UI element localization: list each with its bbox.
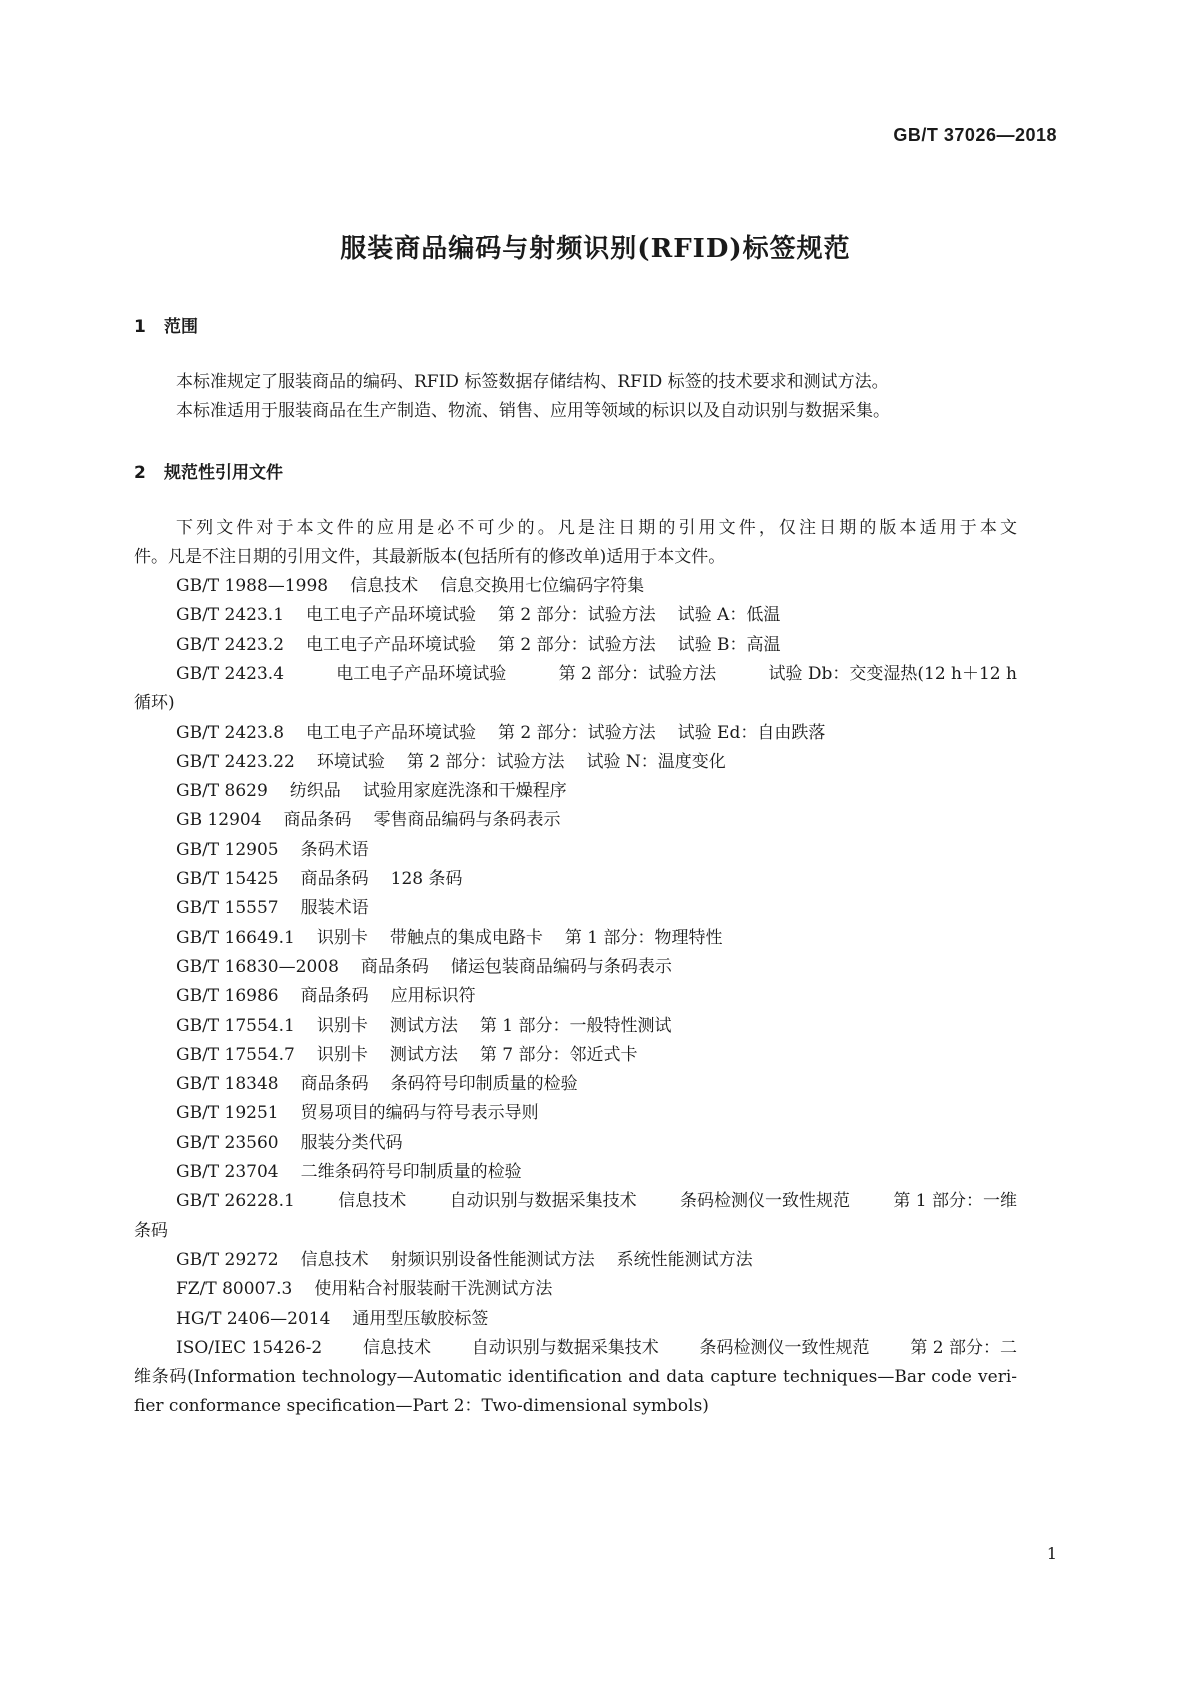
reference-title-part: 测试方法 xyxy=(389,1015,458,1036)
reference-title-part: 第 2 部分：试验方法 xyxy=(558,663,717,684)
reference-code: GB/T 8629 xyxy=(176,781,268,802)
reference-title-part: 二维条码符号印制质量的检验 xyxy=(300,1162,522,1182)
reference-code: GB/T 2423.22 xyxy=(176,751,295,772)
standard-code: GB/T 37026—2018 xyxy=(893,125,1057,145)
reference-title-part: 试验 B：高温 xyxy=(677,634,781,655)
reference-title-part: 商品条码 xyxy=(300,1074,369,1095)
reference-code: GB/T 16830—2008 xyxy=(176,956,339,977)
reference-title-part: 储运包装商品编码与条码表示 xyxy=(450,956,672,977)
section-number: 2 xyxy=(134,463,146,483)
reference-title-part: 射频识别设备性能测试方法 xyxy=(390,1249,595,1270)
reference-item xyxy=(176,985,476,1007)
reference-code: GB/T 15425 xyxy=(176,869,279,889)
reference-code: HG/T 2406—2014 xyxy=(176,1308,331,1329)
document-title: 服装商品编码与射频识别(RFID)标签规范 xyxy=(340,234,851,264)
reference-item xyxy=(176,751,726,773)
reference-item xyxy=(176,1015,671,1037)
reference-title-part: 信息技术 xyxy=(338,1191,407,1212)
reference-title-part: 第 1 部分：一般特性测试 xyxy=(479,1015,672,1036)
reference-title-part: 信息技术 xyxy=(350,576,419,596)
reference-item xyxy=(176,1278,552,1300)
reference-code: GB/T 1988—1998 xyxy=(176,576,329,596)
reference-title-part: 识别卡 xyxy=(316,927,368,948)
reference-title-part: 第 2 部分：试验方法 xyxy=(498,722,656,743)
reference-continuation: 条码 xyxy=(134,1220,168,1241)
reference-title-part: 自动识别与数据采集技术 xyxy=(449,1191,637,1212)
reference-item xyxy=(176,1337,1017,1359)
reference-title-part: 第 2 部分：二 xyxy=(910,1337,1017,1358)
reference-code: GB/T 29272 xyxy=(176,1249,279,1270)
reference-title-part: 128 条码 xyxy=(390,869,463,889)
section-number: 1 xyxy=(134,317,146,337)
reference-title-part: 识别卡 xyxy=(316,1015,368,1036)
reference-code: GB 12904 xyxy=(176,810,262,831)
reference-item xyxy=(176,897,369,919)
reference-title-part: 服装术语 xyxy=(300,898,369,919)
reference-title-part: 商品条码 xyxy=(300,869,369,889)
reference-title-part: 信息技术 xyxy=(362,1337,431,1358)
reference-title-part: 应用标识符 xyxy=(390,986,476,1007)
reference-code: GB/T 17554.1 xyxy=(176,1015,295,1036)
reference-continuation: fier conformance specification—Part 2：Two-dimensional symbols) xyxy=(134,1396,709,1417)
section-1-heading xyxy=(134,312,198,337)
reference-code: GB/T 2423.8 xyxy=(176,722,285,743)
reference-title-part: 商品条码 xyxy=(360,956,429,977)
section-2-heading xyxy=(134,458,283,483)
reference-item xyxy=(176,809,561,831)
reference-item xyxy=(176,868,462,890)
reference-title-part: 商品条码 xyxy=(283,810,352,831)
reference-item xyxy=(176,663,1017,685)
reference-item xyxy=(176,1249,753,1271)
references-intro-line-1: 下列文件对于本文件的应用是必不可少的。凡是注日期的引用文件，仅注日期的版本适用于本文 xyxy=(176,518,1017,538)
reference-code: GB/T 12905 xyxy=(176,839,279,860)
reference-item xyxy=(176,839,369,861)
reference-title-part: 试验 N：温度变化 xyxy=(586,751,726,772)
reference-continuation: 循环) xyxy=(134,693,175,714)
reference-title-part: 环境试验 xyxy=(316,751,385,772)
reference-item xyxy=(176,1102,539,1124)
section-title: 规范性引用文件 xyxy=(164,463,283,483)
reference-item xyxy=(176,634,781,656)
reference-continuation: 维条码(Information technology—Automatic identification and data capture techniques—Bar code veri- xyxy=(134,1367,1017,1388)
reference-title-part: 通用型压敏胶标签 xyxy=(352,1308,489,1329)
reference-item xyxy=(176,1073,578,1095)
reference-code: GB/T 17554.7 xyxy=(176,1044,295,1065)
reference-code: FZ/T 80007.3 xyxy=(176,1279,293,1300)
reference-title-part: 系统性能测试方法 xyxy=(616,1249,753,1270)
reference-title-part: 纺织品 xyxy=(289,781,341,802)
reference-title-part: 条码检测仪一致性规范 xyxy=(699,1337,870,1358)
reference-code: GB/T 2423.2 xyxy=(176,634,285,655)
reference-title-part: 信息交换用七位编码字符集 xyxy=(440,576,645,596)
reference-item xyxy=(176,604,780,626)
reference-code: ISO/IEC 15426-2 xyxy=(176,1337,323,1358)
reference-title-part: 零售商品编码与条码表示 xyxy=(373,810,561,831)
reference-title-part: 带触点的集成电路卡 xyxy=(389,927,543,948)
reference-item xyxy=(176,927,722,949)
reference-title-part: 试验 Ed：自由跌落 xyxy=(677,722,826,743)
reference-item xyxy=(176,956,672,978)
reference-item xyxy=(176,1190,1017,1212)
section-title: 范围 xyxy=(164,317,198,337)
reference-title-part: 电工电子产品环境试验 xyxy=(336,663,507,684)
reference-code: GB/T 23704 xyxy=(176,1162,279,1182)
reference-title-part: 识别卡 xyxy=(316,1044,368,1065)
reference-item xyxy=(176,575,644,597)
reference-title-part: 信息技术 xyxy=(300,1249,369,1270)
reference-item xyxy=(176,1044,637,1066)
reference-title-part: 电工电子产品环境试验 xyxy=(306,605,477,626)
reference-code: GB/T 2423.4 xyxy=(176,663,285,684)
reference-title-part: 第 1 部分：一维 xyxy=(893,1191,1017,1212)
reference-title-part: 试验用家庭洗涤和干燥程序 xyxy=(362,781,567,802)
reference-title-part: 贸易项目的编码与符号表示导则 xyxy=(300,1103,539,1124)
reference-title-part: 第 2 部分：试验方法 xyxy=(406,751,565,772)
reference-title-part: 商品条码 xyxy=(300,986,369,1007)
reference-title-part: 条码术语 xyxy=(300,839,369,860)
reference-title-part: 试验 A：低温 xyxy=(677,605,781,626)
reference-code: GB/T 2423.1 xyxy=(176,605,285,626)
reference-title-part: 第 2 部分：试验方法 xyxy=(498,605,656,626)
reference-title-part: 电工电子产品环境试验 xyxy=(306,722,477,743)
reference-code: GB/T 18348 xyxy=(176,1074,279,1095)
reference-item xyxy=(176,1161,522,1183)
page-number: 1 xyxy=(1046,1544,1057,1563)
reference-item xyxy=(176,1308,488,1330)
reference-item xyxy=(176,780,567,802)
reference-title-part: 电工电子产品环境试验 xyxy=(306,634,477,655)
reference-title-part: 第 1 部分：物理特性 xyxy=(564,927,723,948)
reference-title-part: 试验 Db：交变湿热(12 h＋12 h xyxy=(768,663,1017,684)
reference-title-part: 服装分类代码 xyxy=(300,1132,403,1153)
reference-code: GB/T 23560 xyxy=(176,1132,279,1153)
reference-title-part: 条码符号印制质量的检验 xyxy=(390,1074,578,1095)
reference-code: GB/T 15557 xyxy=(176,898,279,919)
scope-paragraph-2: 本标准适用于服装商品在生产制造、物流、销售、应用等领域的标识以及自动识别与数据采集。 xyxy=(176,401,890,421)
reference-title-part: 自动识别与数据采集技术 xyxy=(471,1337,659,1358)
reference-title-part: 条码检测仪一致性规范 xyxy=(679,1191,850,1212)
reference-code: GB/T 26228.1 xyxy=(176,1191,295,1212)
reference-title-part: 测试方法 xyxy=(389,1044,458,1065)
reference-title-part: 第 7 部分：邻近式卡 xyxy=(479,1044,638,1065)
reference-item xyxy=(176,1132,403,1154)
reference-title-part: 使用粘合衬服装耐干洗测试方法 xyxy=(314,1279,553,1300)
reference-item xyxy=(176,722,825,744)
reference-code: GB/T 19251 xyxy=(176,1103,279,1124)
references-intro-line-2: 件。凡是不注日期的引用文件，其最新版本(包括所有的修改单)适用于本文件。 xyxy=(134,547,726,567)
reference-title-part: 第 2 部分：试验方法 xyxy=(498,634,656,655)
reference-code: GB/T 16986 xyxy=(176,986,279,1007)
scope-paragraph-1: 本标准规定了服装商品的编码、RFID 标签数据存储结构、RFID 标签的技术要求和测试方法。 xyxy=(176,372,889,392)
reference-code: GB/T 16649.1 xyxy=(176,927,295,948)
